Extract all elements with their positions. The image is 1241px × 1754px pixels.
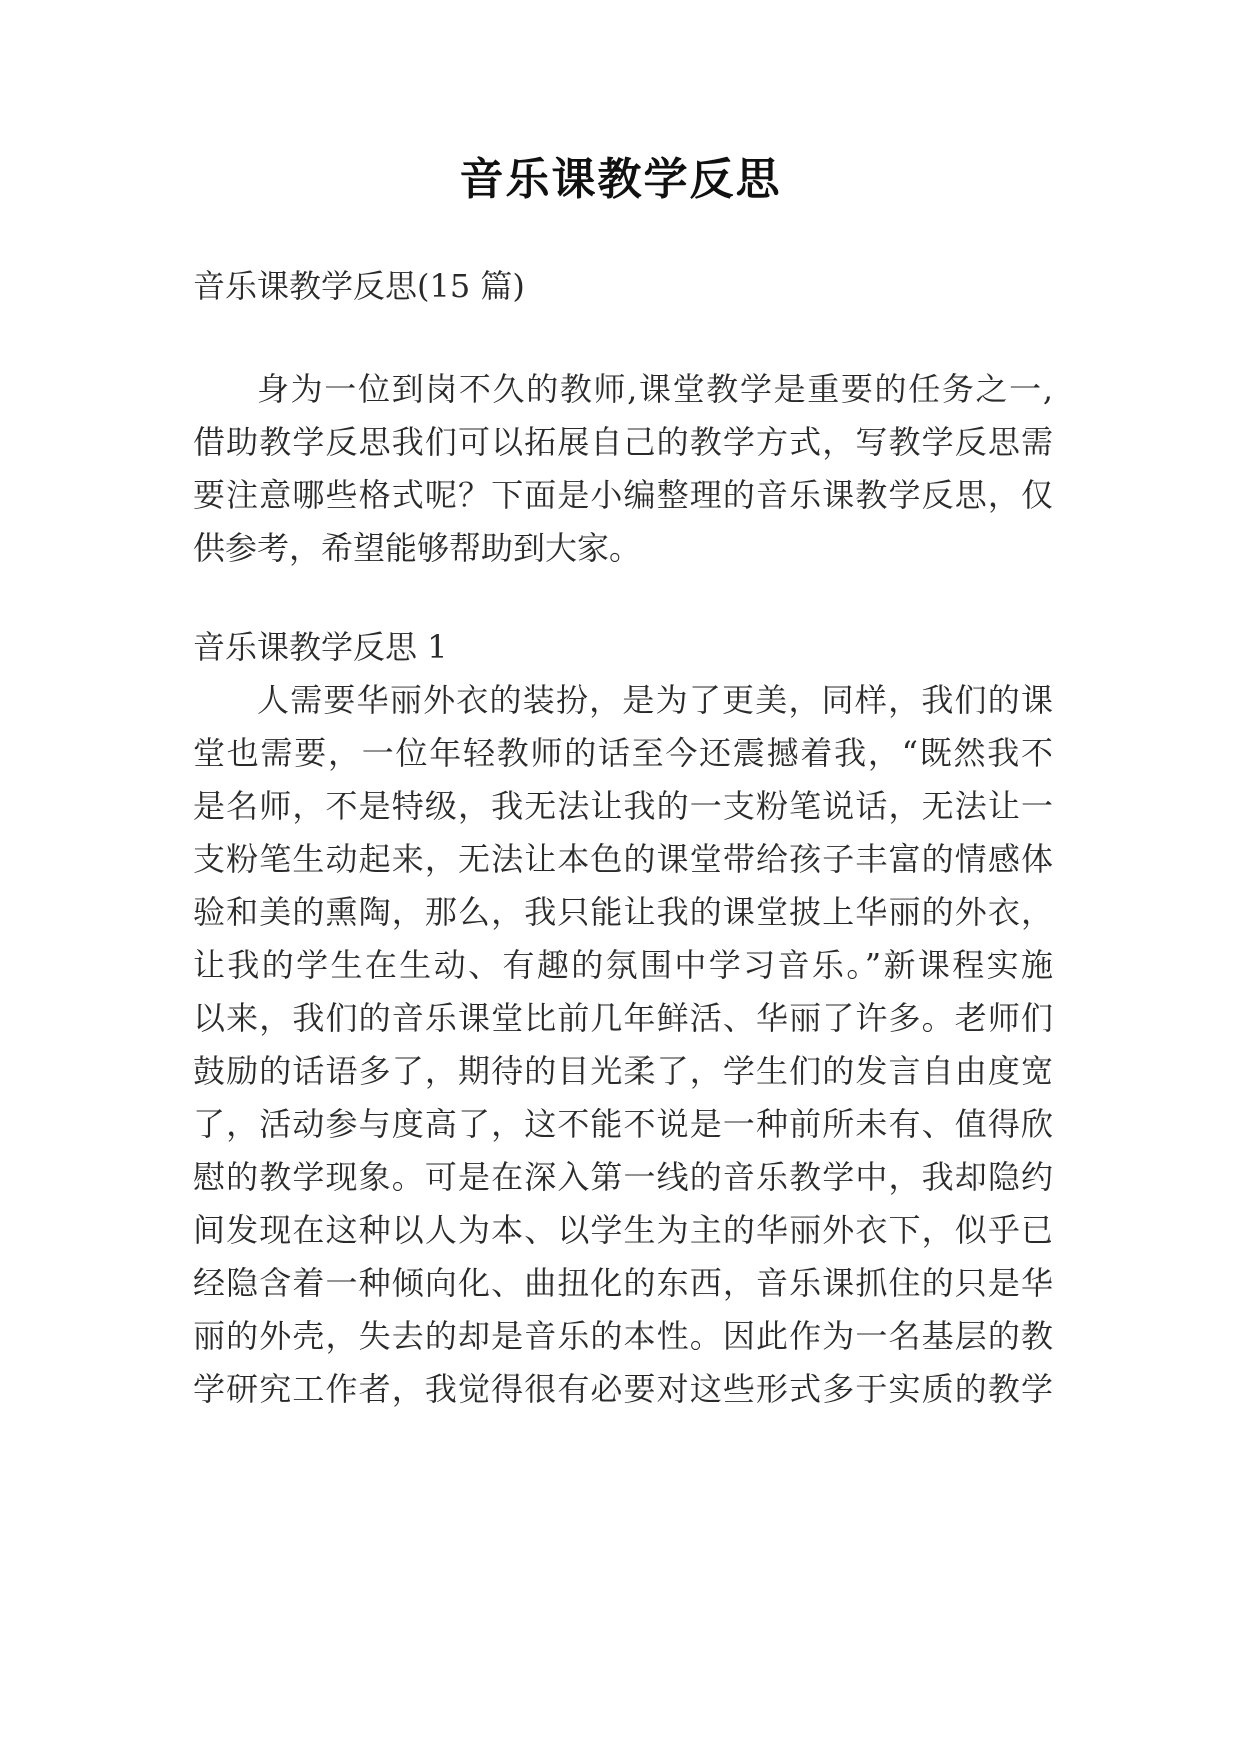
body-line-2: 堂也需要，一位年轻教师的话至今还震撼着我，“既然我不: [193, 734, 1053, 772]
body-line-5: 验和美的熏陶，那么，我只能让我的课堂披上华丽的外衣，: [193, 893, 1053, 931]
body-line-6: 让我的学生在生动、有趣的氛围中学习音乐。”新课程实施: [193, 946, 1053, 984]
section-heading: 音乐课教学反思 1: [193, 628, 448, 666]
body-line-10: 慰的教学现象。可是在深入第一线的音乐教学中，我却隐约: [193, 1158, 1053, 1196]
body-line-11: 间发现在这种以人为本、以学生为主的华丽外衣下，似乎已: [193, 1211, 1053, 1249]
body-line-7: 以来，我们的音乐课堂比前几年鲜活、华丽了许多。老师们: [193, 999, 1053, 1037]
intro-line-4: 供参考，希望能够帮助到大家。: [193, 529, 642, 567]
body-line-9: 了，活动参与度高了，这不能不说是一种前所未有、值得欣: [193, 1105, 1053, 1143]
body-line-1: 人需要华丽外衣的装扮，是为了更美，同样，我们的课: [257, 681, 1053, 719]
intro-line-1: 身为一位到岗不久的教师,课堂教学是重要的任务之一,: [257, 370, 1053, 408]
body-line-13: 丽的外壳，失去的却是音乐的本性。因此作为一名基层的教: [193, 1317, 1053, 1355]
intro-line-2: 借助教学反思我们可以拓展自己的教学方式，写教学反思需: [193, 423, 1053, 461]
body-line-3: 是名师，不是特级，我无法让我的一支粉笔说话，无法让一: [193, 787, 1053, 825]
body-line-8: 鼓励的话语多了，期待的目光柔了，学生们的发言自由度宽: [193, 1052, 1053, 1090]
document-subtitle: 音乐课教学反思(15 篇): [193, 267, 525, 305]
body-line-4: 支粉笔生动起来，无法让本色的课堂带给孩子丰富的情感体: [193, 840, 1053, 878]
intro-line-3: 要注意哪些格式呢？下面是小编整理的音乐课教学反思，仅: [193, 476, 1053, 514]
body-line-14: 学研究工作者，我觉得很有必要对这些形式多于实质的教学: [193, 1370, 1053, 1408]
document-title: 音乐课教学反思: [459, 154, 782, 205]
body-line-12: 经隐含着一种倾向化、曲扭化的东西，音乐课抓住的只是华: [193, 1264, 1053, 1302]
